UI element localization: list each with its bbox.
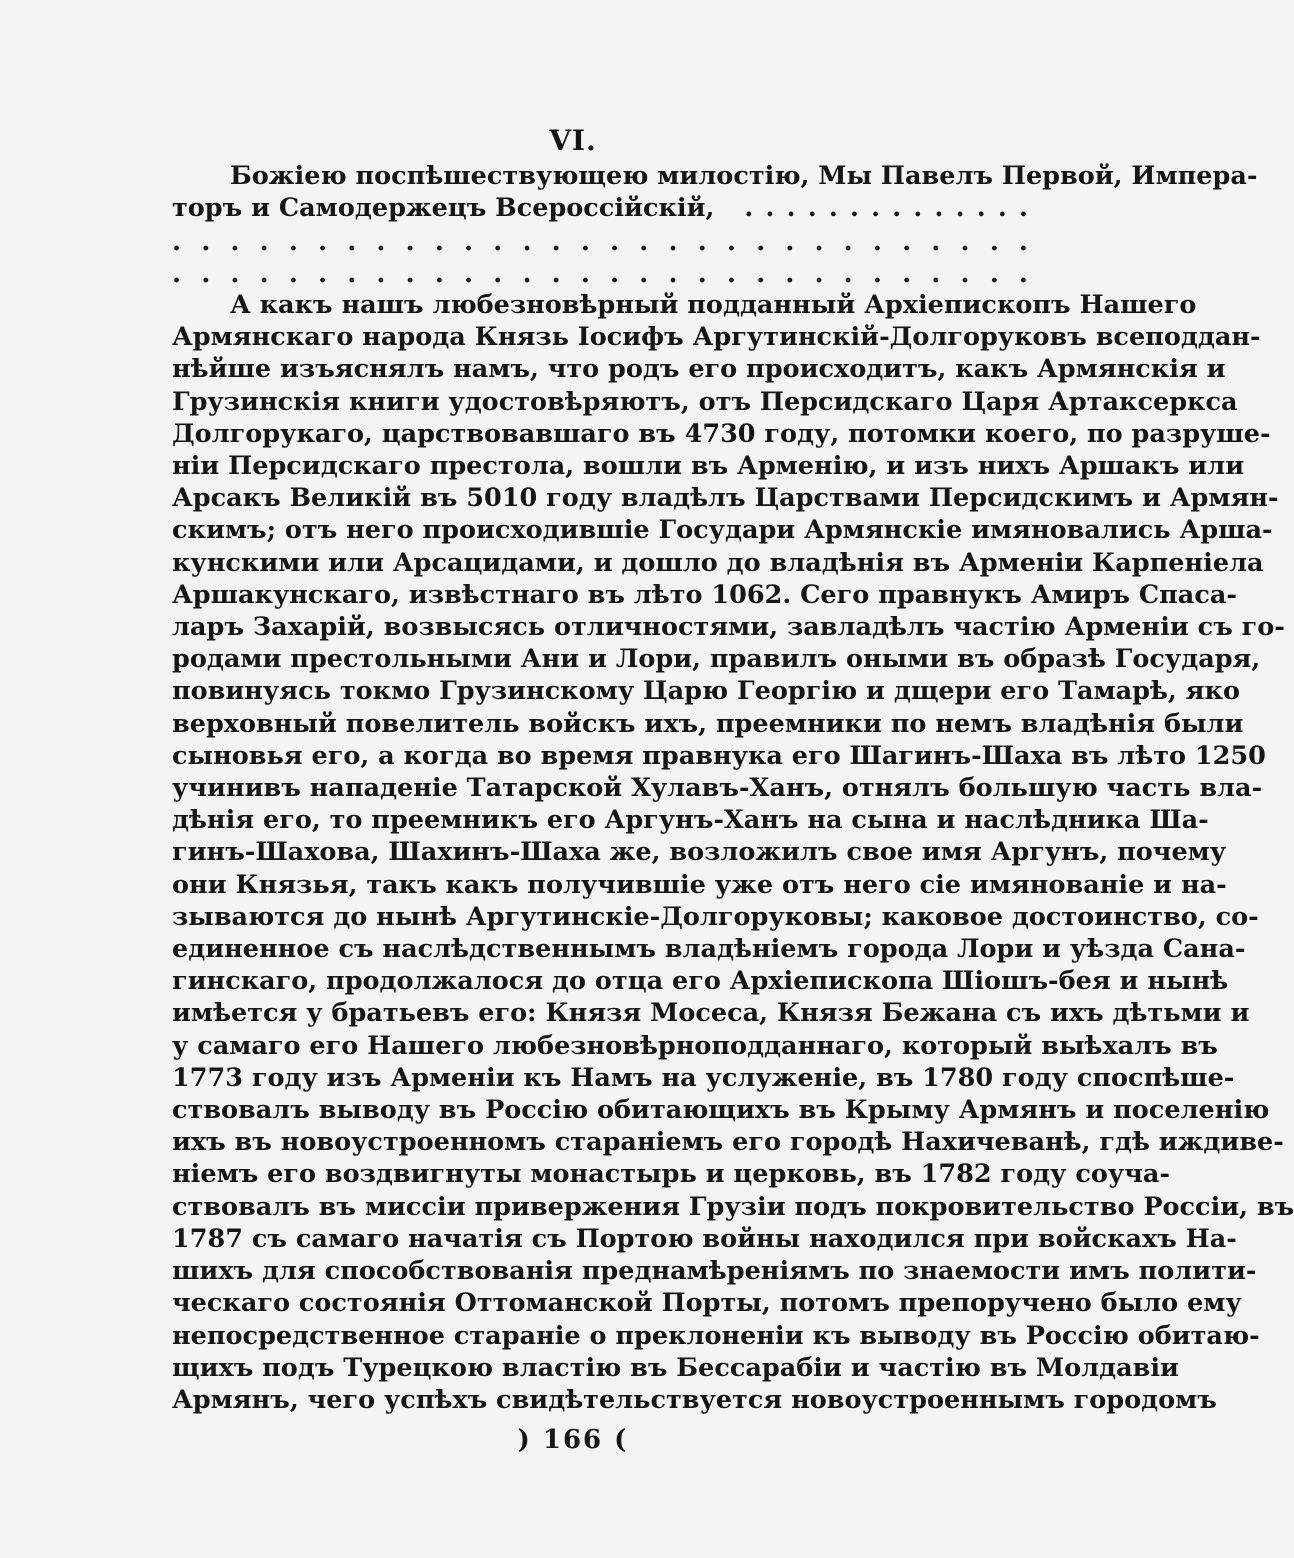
body-line: у самаго его Нашего любезновѣрноподданнаго, который выѣхалъ въ (172, 1030, 1218, 1061)
body-line: дѣнiя его, то преемникъ его Аргунъ-Ханъ на сына и наслѣдника Ша- (172, 805, 1209, 836)
body-line: щихъ подъ Турецкою властiю въ Бессарабiи и частiю въ Молдавiи (172, 1352, 1179, 1383)
body-line: нiи Персидскаго престола, вошли въ Арменiю, и изъ нихъ Аршакъ или (172, 451, 1245, 482)
body-line: зываются до нынѣ Аргутинскiе-Долгоруковы; каковое достоинство, со- (172, 901, 1259, 932)
dot: . (172, 259, 182, 289)
body-line: верховный повелитель войскъ ихъ, преемники по немъ владѣнiя были (172, 708, 1244, 739)
dot: . (850, 193, 859, 224)
dot: . (376, 259, 386, 289)
dot: . (668, 259, 678, 289)
intro-paragraph (172, 160, 1258, 224)
dot: . (288, 259, 298, 289)
dot: . (807, 193, 817, 224)
body-line: Армянъ, чего успѣхъ свидѣтельствуется новоустроеннымъ городомъ (172, 1384, 1217, 1415)
dot: . (610, 259, 620, 289)
dot-leader (714, 192, 1028, 224)
body-line: нiемъ его воздвигнуты монастырь и церковь, въ 1782 году соуча- (172, 1159, 1170, 1190)
dot: . (347, 227, 357, 257)
dot: . (744, 193, 754, 224)
dot: . (230, 259, 240, 289)
body-line: ствовалъ въ миссiи привержения Грузiи подъ покровительство Россiи, въ (172, 1191, 1294, 1222)
body-line: 1787 съ самаго начатiя съ Портою войны находился при войскахъ На- (172, 1223, 1237, 1254)
dot: . (1019, 193, 1028, 224)
body-line: непосредственное старанiе о преклоненiи къ выводу въ Россiю обитаю- (172, 1320, 1260, 1351)
dot: . (1018, 227, 1028, 257)
dot: . (230, 227, 240, 257)
dot: . (872, 259, 882, 289)
dot: . (955, 193, 965, 224)
dot: . (828, 193, 838, 224)
dot: . (697, 227, 707, 257)
dot: . (259, 259, 269, 289)
dot: . (843, 227, 853, 257)
dot: . (434, 259, 444, 289)
dot: . (976, 193, 986, 224)
dot: . (639, 227, 649, 257)
dot: . (522, 227, 532, 257)
body-line: ихъ въ новоустроенномъ старанiемъ его городѣ Нахичеванѣ, гдѣ иждиве- (172, 1127, 1284, 1158)
body-line: шихъ для способствованiя преднамѣренiямъ по знаемости имъ полити- (172, 1256, 1257, 1287)
dot: . (464, 259, 474, 289)
dot: . (989, 227, 999, 257)
dot: . (259, 227, 269, 257)
dot: . (756, 227, 766, 257)
dot: . (434, 227, 444, 257)
dot: . (960, 227, 970, 257)
dot: . (376, 227, 386, 257)
dot: . (814, 259, 824, 289)
body-line: А какъ нашъ любезновѣрный подданный Архiепископъ Нашего (230, 290, 1197, 320)
dot: . (872, 227, 882, 257)
dot: . (913, 193, 923, 224)
body-line: кунскими или Арсацидами, и дошло до владѣнiя въ Арменiи Карпенiела (172, 547, 1264, 578)
body-paragraph (172, 289, 1294, 1416)
dot: . (934, 193, 944, 224)
body-line: ларъ Захарiй, возвысясь отличностями, завладѣлъ частiю Арменiи съ го- (172, 612, 1285, 643)
dot: . (580, 259, 590, 289)
dot: . (960, 259, 970, 289)
dot: . (580, 227, 590, 257)
dot: . (892, 193, 902, 224)
dot: . (765, 193, 775, 224)
body-line: нѣйше изъяснялъ намъ, что родъ его происходитъ, какъ Армянскiя и (172, 354, 1226, 385)
omission-dots-row (172, 259, 1028, 289)
body-line: Армянскаго народа Князь Iосифъ Аргутинскiй-Долгоруковъ всеподдан- (172, 322, 1261, 353)
body-line: гинскаго, продолжалося до отца его Архiепископа Шiошъ-бея и нынѣ (172, 966, 1229, 997)
dot: . (288, 227, 298, 257)
dot: . (997, 193, 1007, 224)
body-line: 1773 году изъ Арменiи къ Намъ на услуженiе, въ 1780 году споспѣше- (172, 1062, 1235, 1093)
intro-line: торъ и Самодержецъ Всероссiйскiй, (172, 193, 715, 224)
dot: . (814, 227, 824, 257)
section-heading: VI. (549, 124, 597, 157)
body-line: ческаго состоянiя Оттоманской Порты, потомъ препоручено было ему (172, 1288, 1242, 1319)
dot: . (726, 227, 736, 257)
dot: . (405, 227, 415, 257)
dot: . (172, 227, 182, 257)
dot: . (902, 227, 912, 257)
dot: . (347, 259, 357, 289)
dot: . (639, 259, 649, 289)
dot: . (931, 227, 941, 257)
intro-line-with-dots (172, 192, 1028, 224)
body-line: повинуясь токмо Грузинскому Царю Георгiю и дщери его Тамарѣ, яко (172, 676, 1240, 707)
dot: . (551, 227, 561, 257)
body-line: учинивъ нападенiе Татарской Хулавъ-Ханъ, отнялъ большую часть вла- (172, 773, 1263, 804)
body-line: Грузинскiя книги удостовѣряютъ, отъ Персидскаго Царя Артаксеркса (172, 386, 1238, 417)
dot: . (931, 259, 941, 289)
body-line: они Князья, такъ какъ получившiе уже отъ него сiе имянованiе и на- (172, 869, 1227, 900)
dot: . (1018, 259, 1028, 289)
dot: . (318, 259, 328, 289)
dot: . (610, 227, 620, 257)
dot: . (902, 259, 912, 289)
dot: . (201, 227, 211, 257)
dot: . (405, 259, 415, 289)
body-line: Арсакъ Великiй въ 5010 году владѣлъ Царствами Персидскимъ и Армян- (172, 483, 1279, 514)
dot: . (493, 259, 503, 289)
body-line: сыновья его, а когда во время правнука его Шагинъ-Шаха въ лѣто 1250 (172, 740, 1266, 771)
dot: . (201, 259, 211, 289)
body-line: Аршакунскаго, извѣстнаго въ лѣто 1062. Сего правнукъ Амиръ Спаса- (172, 579, 1237, 610)
dot: . (493, 227, 503, 257)
dot: . (871, 193, 881, 224)
body-line: имѣется у братьевъ его: Князя Мосеса, Князя Бежана съ ихъ дѣтьми и (172, 998, 1250, 1029)
body-line: ствовалъ выводу въ Россiю обитающихъ въ Крыму Армянъ и поселенiю (172, 1095, 1270, 1126)
dot: . (668, 227, 678, 257)
dot: . (697, 259, 707, 289)
body-line: Долгорукаго, царствовавшаго въ 4730 году, потомки коего, по разруше- (172, 418, 1271, 449)
dot: . (522, 259, 532, 289)
dot: . (318, 227, 328, 257)
dot: . (756, 259, 766, 289)
dot: . (726, 259, 736, 289)
omission-dots-row (172, 227, 1028, 257)
intro-line: Божiею поспѣшествующею милостiю, Мы Павелъ Первой, Импера- (230, 161, 1258, 191)
dot: . (551, 259, 561, 289)
dot: . (785, 227, 795, 257)
body-line: единенное съ наслѣдственнымъ владѣнiемъ города Лори и уѣзда Сана- (172, 934, 1246, 965)
body-line: гинъ-Шахова, Шахинъ-Шаха же, возложилъ свое имя Аргунъ, почему (172, 837, 1227, 868)
body-line: скимъ; отъ него происходившiе Государи Армянскiе имяновались Арша- (172, 515, 1273, 546)
body-line: родами престольными Ани и Лори, правилъ оными въ образѣ Государя, (172, 644, 1261, 675)
page-number: ) 166 ( (517, 1425, 629, 1455)
dot: . (786, 193, 796, 224)
dot: . (989, 259, 999, 289)
dot: . (464, 227, 474, 257)
dot: . (843, 259, 853, 289)
dot: . (785, 259, 795, 289)
